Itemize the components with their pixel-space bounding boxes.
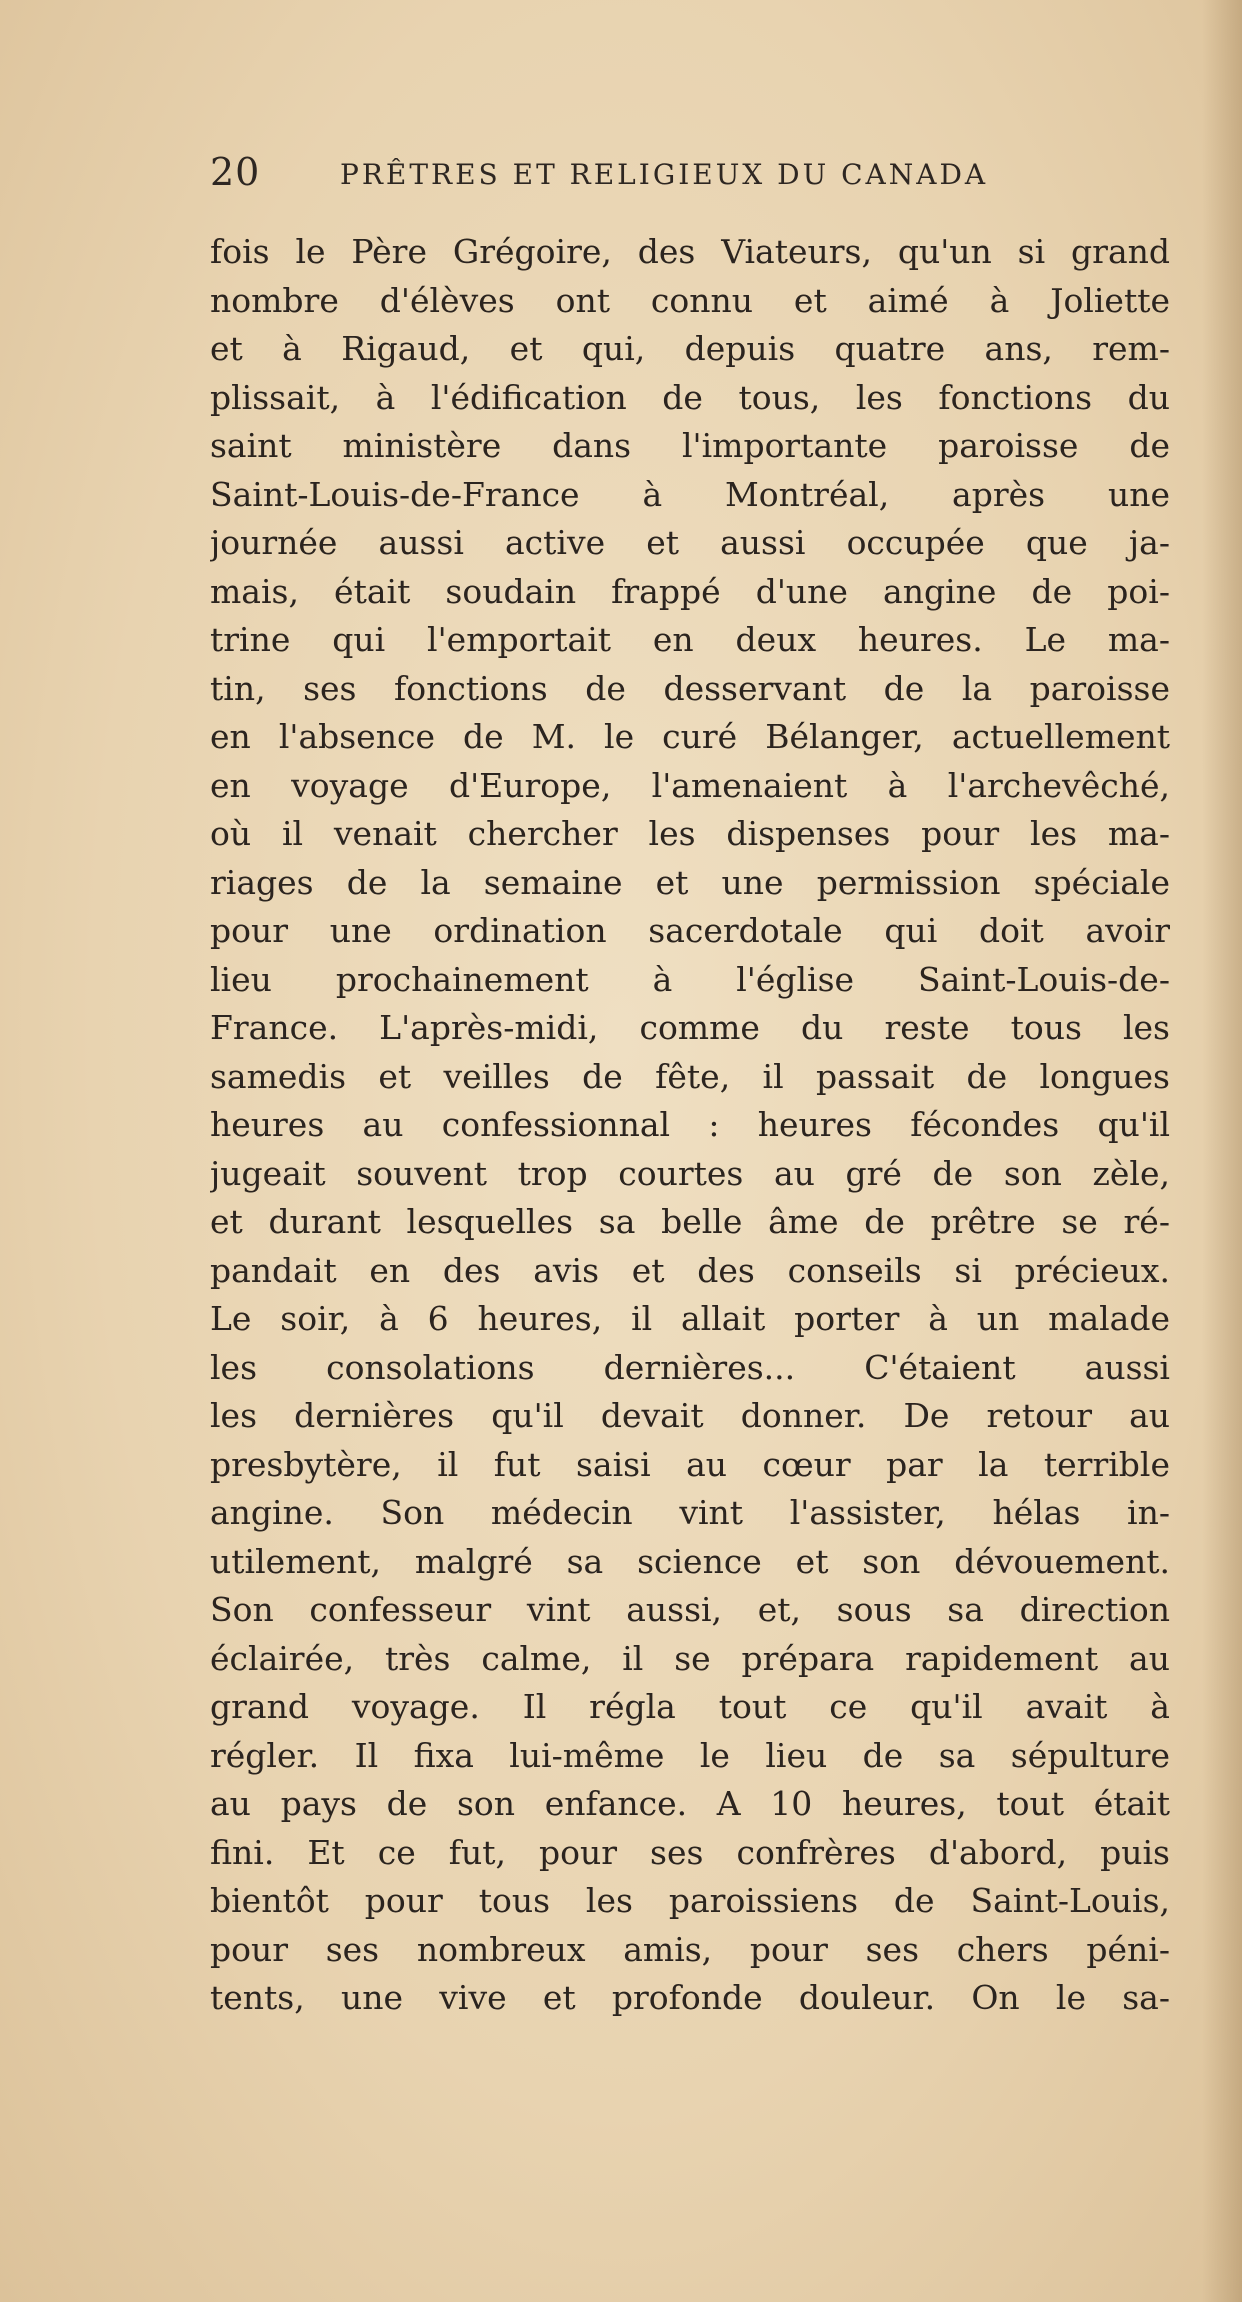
text-line: samedis et veilles de fête, il passait de longues xyxy=(210,1056,1170,1096)
text-line: et à Rigaud, et qui, depuis quatre ans, rem- xyxy=(210,329,1170,368)
text-line: trine qui l'emportait en deux heures. Le ma- xyxy=(210,620,1170,659)
text-line: pour ses nombreux amis, pour ses chers péni- xyxy=(210,1929,1170,1969)
text-line: mais, était soudain frappé d'une angine de poi- xyxy=(210,571,1170,611)
text-line: en voyage d'Europe, l'amenaient à l'archevêché, xyxy=(210,765,1170,805)
body-text xyxy=(210,228,1170,2023)
text-line: saint ministère dans l'importante paroisse de xyxy=(210,426,1170,465)
text-line: pour une ordination sacerdotale qui doit avoir xyxy=(210,911,1170,950)
text-line: journée aussi active et aussi occupée que ja- xyxy=(210,523,1170,562)
text-line: riages de la semaine et une permission spéciale xyxy=(210,862,1170,902)
text-line: bientôt pour tous les paroissiens de Saint-Louis, xyxy=(210,1881,1170,1920)
text-line: fois le Père Grégoire, des Viateurs, qu'un si grand xyxy=(210,232,1170,271)
text-line: presbytère, il fut saisi au cœur par la terrible xyxy=(210,1444,1170,1484)
text-line: au pays de son enfance. A 10 heures, tout était xyxy=(210,1784,1170,1823)
text-line: les dernières qu'il devait donner. De retour au xyxy=(210,1396,1170,1435)
text-line: les consolations dernières... C'étaient aussi xyxy=(210,1347,1170,1387)
text-line: régler. Il fixa lui-même le lieu de sa sépulture xyxy=(210,1735,1170,1775)
text-line: nombre d'élèves ont connu et aimé à Joliette xyxy=(210,280,1170,320)
text-line: tin, ses fonctions de desservant de la paroisse xyxy=(210,668,1170,708)
page-header xyxy=(210,150,1080,200)
text-line: utilement, malgré sa science et son dévouement. xyxy=(210,1541,1170,1581)
text-line: pandait en des avis et des conseils si précieux. xyxy=(210,1250,1170,1290)
text-line: fini. Et ce fut, pour ses confrères d'abord, puis xyxy=(210,1832,1170,1872)
text-line: lieu prochainement à l'église Saint-Louis-de- xyxy=(210,959,1170,999)
text-line: Son confesseur vint aussi, et, sous sa direction xyxy=(210,1590,1170,1629)
text-line: où il venait chercher les dispenses pour les ma- xyxy=(210,814,1170,853)
text-line: grand voyage. Il régla tout ce qu'il avait à xyxy=(210,1687,1170,1726)
text-line: heures au confessionnal : heures fécondes qu'il xyxy=(210,1105,1170,1144)
text-line: et durant lesquelles sa belle âme de prêtre se ré- xyxy=(210,1202,1170,1241)
text-line: éclairée, très calme, il se prépara rapidement au xyxy=(210,1638,1170,1678)
page-number: 20 xyxy=(210,150,261,194)
page-edge-shadow xyxy=(1202,0,1242,2302)
text-line: Le soir, à 6 heures, il allait porter à un malade xyxy=(210,1299,1170,1338)
text-line: angine. Son médecin vint l'assister, hélas in- xyxy=(210,1493,1170,1532)
running-head: PRÊTRES ET RELIGIEUX DU CANADA xyxy=(340,158,989,191)
text-line: France. L'après-midi, comme du reste tous les xyxy=(210,1008,1170,1047)
text-line: Saint-Louis-de-France à Montréal, après une xyxy=(210,474,1170,514)
text-line: en l'absence de M. le curé Bélanger, actuellement xyxy=(210,717,1170,756)
text-line: plissait, à l'édification de tous, les fonctions du xyxy=(210,377,1170,417)
text-line: jugeait souvent trop courtes au gré de son zèle, xyxy=(210,1153,1170,1193)
text-line: tents, une vive et profonde douleur. On le sa- xyxy=(210,1978,1170,2017)
